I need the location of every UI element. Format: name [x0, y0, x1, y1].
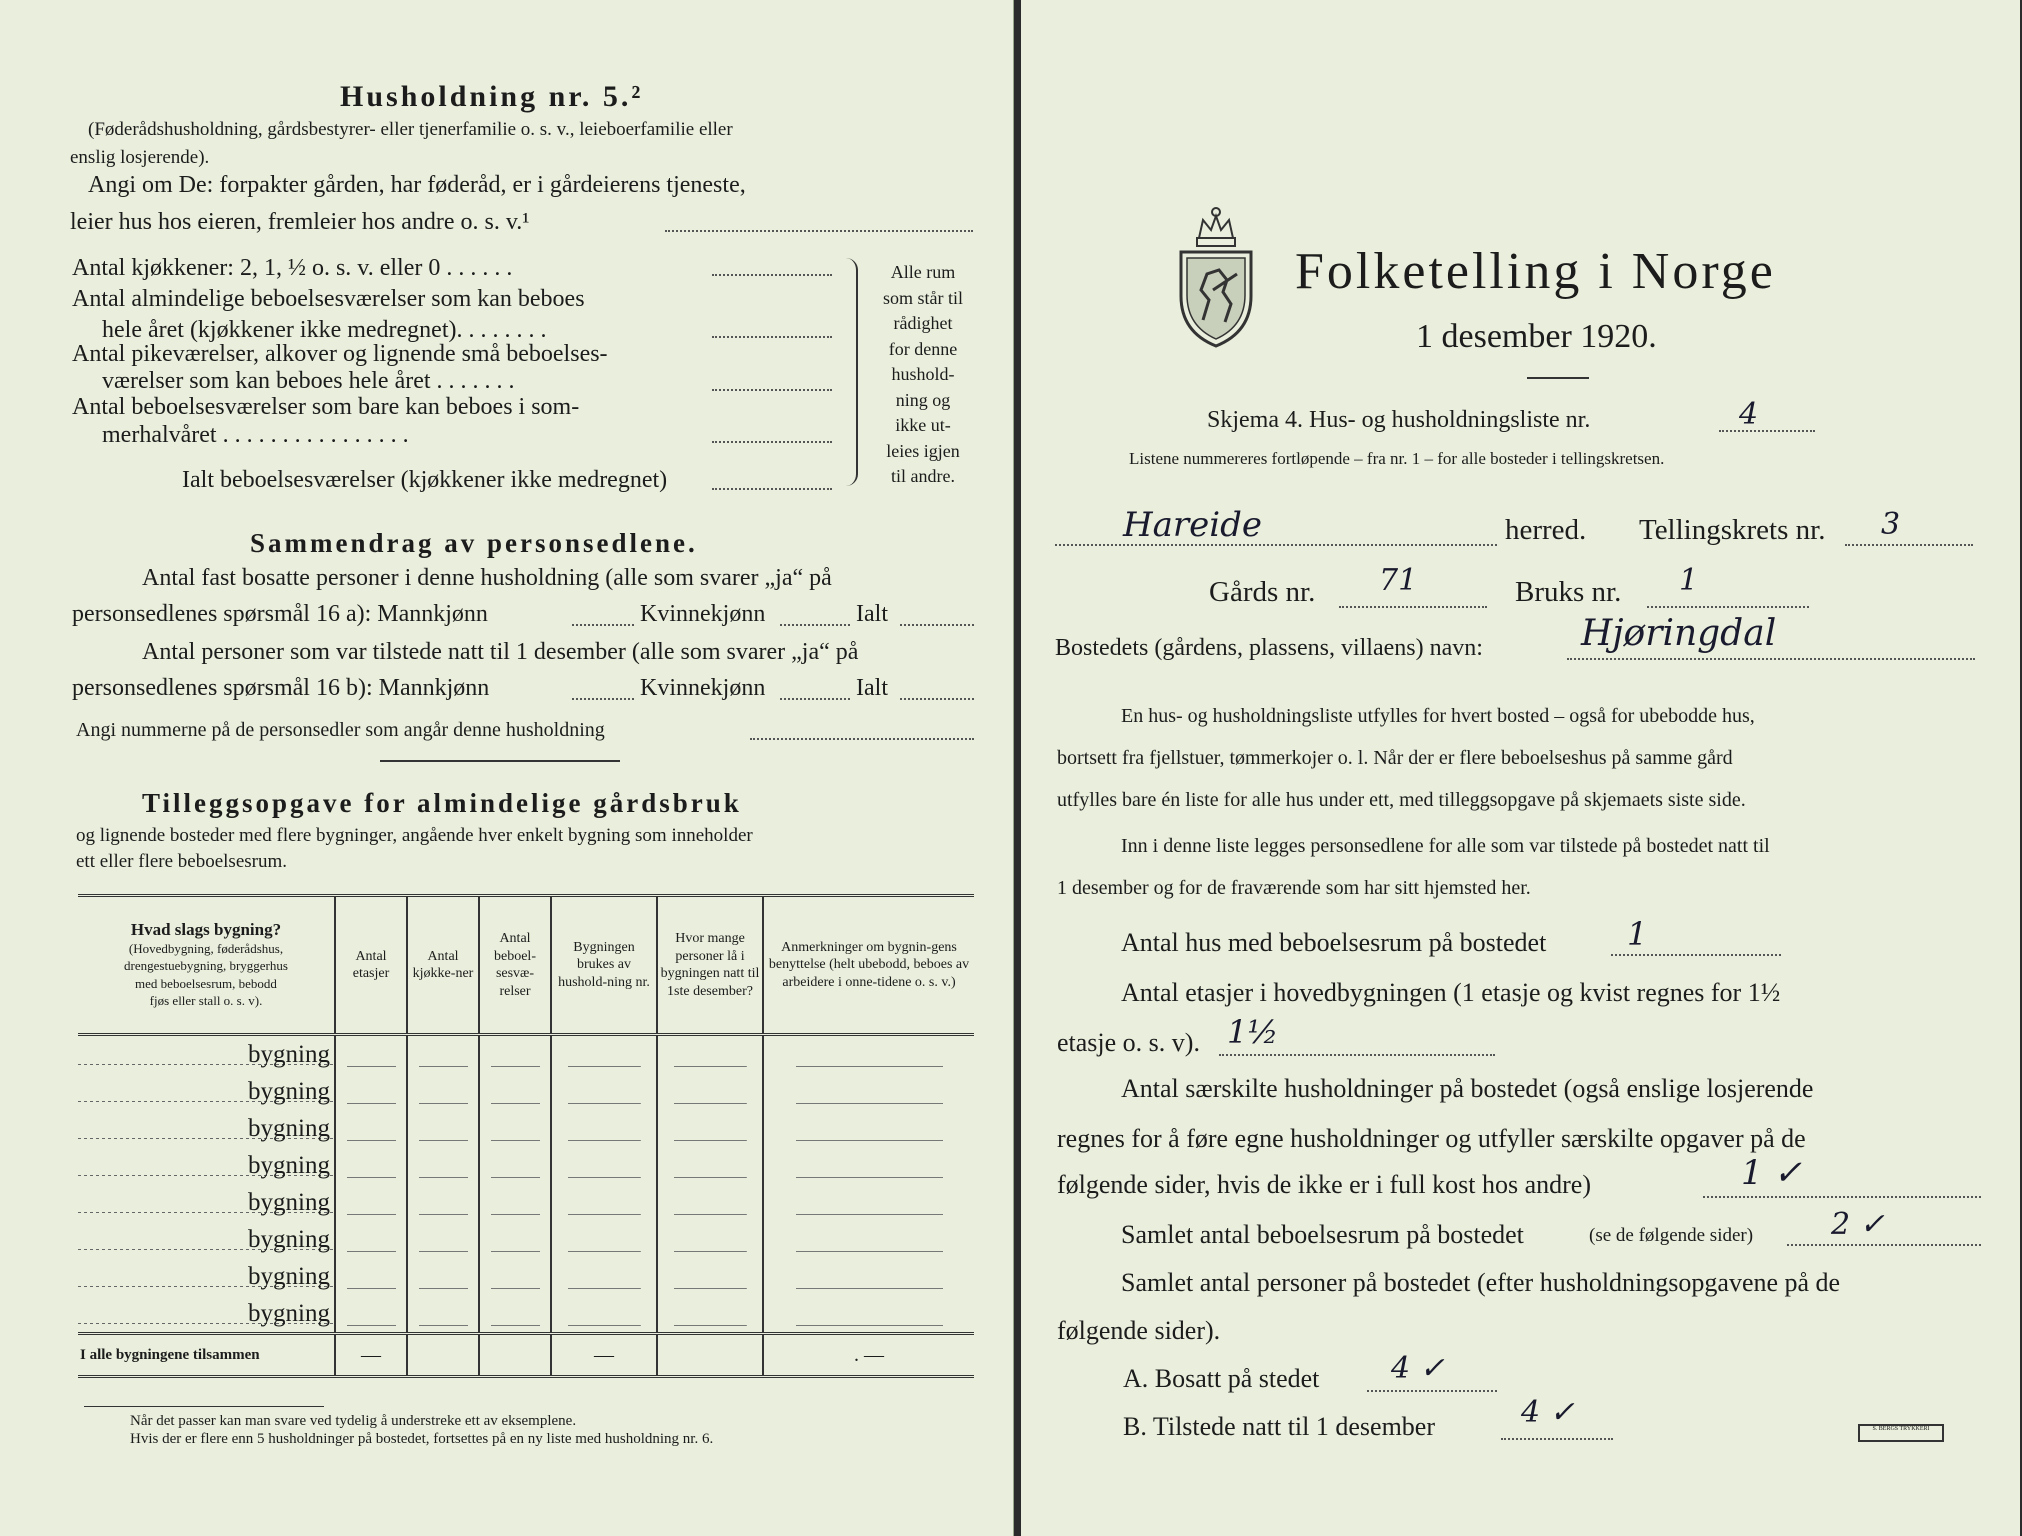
angi-fill-line — [665, 230, 973, 232]
table-cell — [657, 1073, 763, 1110]
table-cell — [479, 1073, 551, 1110]
table-row — [78, 1295, 974, 1334]
bruks-fill — [1647, 606, 1809, 608]
herred-fill — [1055, 544, 1497, 546]
hush-line-3: følgende sider, hvis de ikke er i full kost hos andre) — [1057, 1170, 1591, 1199]
info-line-4: Inn i denne liste legges personsedlene for alle som var tilstede på bostedet natt til — [1121, 835, 1770, 857]
table-cell — [551, 1035, 657, 1074]
col-header-husholdning: Bygningen brukes av hushold-ning nr. — [551, 896, 657, 1035]
table-row — [78, 1147, 974, 1184]
table-row — [78, 1258, 974, 1295]
skjema-fill — [1719, 430, 1815, 432]
gards-label: Gårds nr. — [1209, 576, 1316, 608]
table-row — [78, 1073, 974, 1110]
census-date: 1 desember 1920. — [1416, 318, 1657, 355]
tilstede-fill — [1501, 1438, 1613, 1440]
hush-line-2: regnes for å føre egne husholdninger og utfyller særskilte opgaver på de — [1057, 1124, 1806, 1153]
building-label: bygning — [78, 1073, 335, 1110]
rooms-line-4: Antal pikeværelser, alkover og lignende små beboelses- — [72, 341, 608, 367]
tellingskrets-value: 3 — [1881, 507, 1901, 542]
bosatt-value: 4 ✓ — [1391, 1351, 1445, 1386]
ialt-rooms: Ialt beboelsesværelser (kjøkkener ikke medregnet) — [182, 467, 668, 493]
brace-icon — [846, 258, 858, 486]
hush-value: 1 ✓ — [1741, 1153, 1802, 1193]
total-cell: . — — [763, 1334, 974, 1377]
samlet-rum-label: Samlet antal beboelsesrum på bostedet — [1121, 1220, 1524, 1249]
table-cell — [479, 1258, 551, 1295]
building-label: bygning — [78, 1295, 335, 1334]
table-cell — [763, 1184, 974, 1221]
table-cell — [335, 1295, 407, 1334]
table-cell — [335, 1073, 407, 1110]
fill-nummerne — [750, 738, 974, 740]
bosted-label: Bostedets (gårdens, plassens, villaens) navn: — [1055, 635, 1483, 661]
col-header-personer: Hvor mange personer lå i bygningen natt til 1ste desember? — [657, 896, 763, 1035]
table-cell — [335, 1258, 407, 1295]
brace-note-line: leies igjen — [886, 440, 960, 461]
table-cell — [763, 1110, 974, 1147]
herred-label: herred. — [1505, 514, 1587, 546]
tellingskrets-label: Tellingskrets nr. — [1639, 514, 1826, 546]
bosted-value: Hjøringdal — [1581, 613, 1777, 654]
fill-m1 — [572, 624, 634, 626]
col-header-etasjer: Antal etasjer — [335, 896, 407, 1035]
table-row — [78, 1110, 974, 1147]
rooms-fill-1 — [712, 274, 832, 276]
herred-value: Hareide — [1123, 505, 1263, 545]
gards-fill — [1339, 606, 1487, 608]
ialt-fill — [712, 488, 832, 490]
building-label: bygning — [78, 1258, 335, 1295]
table-header-row — [78, 896, 974, 1035]
table-cell — [407, 1110, 479, 1147]
table-cell — [551, 1258, 657, 1295]
right-page — [1021, 0, 2020, 1536]
summary-line-4: personsedlenes spørsmål 16 b): Mannkjønn — [72, 675, 490, 701]
table-cell — [551, 1295, 657, 1334]
table-cell — [551, 1147, 657, 1184]
table-cell — [551, 1110, 657, 1147]
bosted-fill — [1567, 658, 1975, 660]
etasjer-value: 1½ — [1227, 1013, 1279, 1051]
tillegg-sub-2: ett eller flere beboelsesrum. — [76, 851, 288, 872]
col-header-kjokkener: Antal kjøkke-ner — [407, 896, 479, 1035]
table-cell — [657, 1110, 763, 1147]
table-cell — [551, 1184, 657, 1221]
table-cell — [551, 1073, 657, 1110]
info-line-2: bortsett fra fjellstuer, tømmerkojer o. l. Når der er flere beboelseshus på samme gård — [1057, 747, 1733, 769]
brace-note-line: rådighet — [893, 313, 953, 333]
table-cell — [657, 1184, 763, 1221]
footnote-2: Hvis der er flere enn 5 husholdninger på bostedet, fortsettes på en ny liste med husholdning nr. 6. — [130, 1431, 714, 1447]
footnote-rule — [84, 1406, 324, 1407]
tillegg-sub-1: og lignende bosteder med flere bygninger, angående hver enkelt bygning som inneholder — [76, 825, 753, 846]
table-cell — [479, 1221, 551, 1258]
bruks-label: Bruks nr. — [1515, 576, 1622, 608]
total-label: I alle bygningene tilsammen — [78, 1334, 335, 1377]
table-cell — [657, 1147, 763, 1184]
ialt-label-1: Ialt — [856, 601, 888, 627]
rooms-fill-2 — [712, 336, 832, 338]
etasjer-fill — [1219, 1054, 1495, 1056]
tilstede-value: 4 ✓ — [1521, 1395, 1575, 1430]
fill-i1 — [900, 624, 974, 626]
title-rule — [1527, 377, 1589, 379]
table-cell — [763, 1221, 974, 1258]
kvinne-label-1: Kvinnekjønn — [640, 601, 766, 627]
samlet-rum-small: (se de følgende sider) — [1589, 1225, 1754, 1246]
table-cell — [657, 1258, 763, 1295]
bruks-value: 1 — [1679, 563, 1699, 598]
hus-value: 1 — [1627, 915, 1648, 953]
col-header-type: Hvad slags bygning? (Hovedbygning, føderådshus, drengestuebygning, bryggerhus med beboelsesrum, bebodd fjøs eller stall o. s. v). — [78, 896, 335, 1035]
brace-note-line: Alle rum — [890, 262, 956, 282]
col-header-beboelsesvaerelser: Antal beboel-sesvæ-relser — [479, 896, 551, 1035]
table-cell — [407, 1184, 479, 1221]
table-cell — [657, 1295, 763, 1334]
coat-of-arms-icon — [1173, 200, 1259, 350]
rooms-fill-3 — [712, 389, 832, 391]
summary-title: Sammendrag av personsedlene. — [250, 528, 698, 558]
household-title: Husholdning nr. 5.² — [340, 80, 644, 113]
total-cell — [479, 1334, 551, 1377]
rooms-line-7: merhalvåret . . . . . . . . . . . . . . . . — [102, 422, 409, 448]
table-cell — [335, 1221, 407, 1258]
table-row — [78, 1035, 974, 1074]
skjema-value: 4 — [1739, 397, 1759, 432]
hus-label: Antal hus med beboelsesrum på bostedet — [1121, 928, 1547, 957]
table-cell — [551, 1221, 657, 1258]
printer-stamp: S. BERGS TRYKKERI — [1858, 1424, 1944, 1442]
table-cell — [763, 1035, 974, 1074]
gards-value: 71 — [1379, 563, 1418, 598]
table-cell — [763, 1073, 974, 1110]
building-table — [78, 894, 974, 1378]
tillegg-title: Tilleggsopgave for almindelige gårdsbruk — [142, 788, 742, 818]
table-cell — [335, 1184, 407, 1221]
table-cell — [407, 1073, 479, 1110]
household-subtitle-2: enslig losjerende). — [70, 147, 210, 168]
building-label: bygning — [78, 1221, 335, 1258]
brace-note-line: for denne — [888, 338, 958, 359]
table-row — [78, 1221, 974, 1258]
table-cell — [335, 1147, 407, 1184]
tilstede-label: B. Tilstede natt til 1 desember — [1123, 1412, 1435, 1441]
table-cell — [763, 1258, 974, 1295]
table-cell — [763, 1147, 974, 1184]
brace-note-line: hushold- — [891, 364, 955, 384]
table-cell — [407, 1035, 479, 1074]
info-line-3: utfylles bare én liste for alle hus under ett, med tilleggsopgave på skjemaets siste side. — [1057, 789, 1746, 811]
col-header-anmerkninger: Anmerkninger om bygnin-gens benyttelse (helt ubebodd, beboes av arbeidere i onne-tidene o. s. v.) — [763, 896, 974, 1035]
table-cell — [763, 1295, 974, 1334]
summary-line-1: Antal fast bosatte personer i denne husholdning (alle som svarer „ja“ på — [142, 565, 832, 591]
rooms-line-2: Antal almindelige beboelsesværelser som kan beboes — [72, 286, 585, 312]
summary-line-3: Antal personer som var tilstede natt til 1 desember (alle som svarer „ja“ på — [142, 639, 859, 665]
summary-line-2: personsedlenes spørsmål 16 a): Mannkjønn — [72, 601, 488, 627]
angi-line-1: Angi om De: forpakter gården, har føderåd, er i gårdeierens tjeneste, — [88, 172, 746, 198]
rooms-line-3: hele året (kjøkkener ikke medregnet). . . . . . . . — [102, 317, 547, 343]
kvinne-label-2: Kvinnekjønn — [640, 675, 766, 701]
household-subtitle: (Føderådshusholdning, gårdsbestyrer- eller tjenerfamilie o. s. v., leieboerfamilie eller — [88, 119, 733, 140]
total-cell — [657, 1334, 763, 1377]
footnote-1: Når det passer kan man svare ved tydelig å understreke ett av eksemplene. — [130, 1413, 577, 1429]
table-cell — [479, 1295, 551, 1334]
building-label: bygning — [78, 1184, 335, 1221]
table-cell — [407, 1221, 479, 1258]
fill-i2 — [900, 698, 974, 700]
building-label: bygning — [78, 1110, 335, 1147]
fill-k1 — [780, 624, 850, 626]
table-cell — [479, 1035, 551, 1074]
rooms-line-5: værelser som kan beboes hele året . . . . . . . — [102, 368, 515, 394]
brace-note-line: ning og — [895, 389, 951, 410]
rooms-line-1: Antal kjøkkener: 2, 1, ½ o. s. v. eller 0 . . . . . . — [72, 255, 513, 281]
building-label: bygning — [78, 1035, 335, 1074]
listene-note: Listene nummereres fortløpende – fra nr. 1 – for alle bosteder i tellingskretsen. — [1129, 449, 1665, 468]
total-cell: — — [551, 1334, 657, 1377]
angi-nummerne: Angi nummerne på de personsedler som angår denne husholdning — [76, 719, 605, 741]
table-cell — [407, 1147, 479, 1184]
samlet-rum-value: 2 ✓ — [1831, 1207, 1885, 1242]
info-line-5: 1 desember og for de fraværende som har sitt hjemsted her. — [1057, 877, 1531, 899]
samlet-rum-fill — [1787, 1244, 1981, 1246]
hush-line-1: Antal særskilte husholdninger på bostedet (også enslige losjerende — [1121, 1074, 1814, 1103]
etasjer-line-2: etasje o. s. v). — [1057, 1028, 1200, 1057]
tellingskrets-fill — [1845, 544, 1973, 546]
samlet-pers-line-1: Samlet antal personer på bostedet (efter husholdningsopgavene på de — [1121, 1268, 1841, 1297]
main-title: Folketelling i Norge — [1295, 243, 1776, 300]
skjema-label: Skjema 4. Hus- og husholdningsliste nr. — [1207, 407, 1591, 433]
hus-fill — [1611, 954, 1781, 956]
bosatt-label: A. Bosatt på stedet — [1123, 1364, 1320, 1393]
etasjer-line-1: Antal etasjer i hovedbygningen (1 etasje og kvist regnes for 1½ — [1121, 978, 1781, 1007]
table-cell — [407, 1258, 479, 1295]
table-cell — [479, 1184, 551, 1221]
divider — [380, 760, 620, 762]
total-cell: — — [335, 1334, 407, 1377]
table-cell — [479, 1110, 551, 1147]
brace-note-line: til andre. — [891, 466, 955, 486]
table-cell — [479, 1147, 551, 1184]
rooms-fill-4 — [712, 441, 832, 443]
ialt-label-2: Ialt — [856, 675, 888, 701]
table-cell — [335, 1110, 407, 1147]
table-cell — [657, 1035, 763, 1074]
total-row — [78, 1334, 974, 1377]
brace-note-line: ikke ut- — [895, 415, 951, 435]
brace-note — [868, 260, 978, 490]
hush-fill — [1703, 1196, 1981, 1198]
rooms-line-6: Antal beboelsesværelser som bare kan beboes i som- — [72, 394, 580, 420]
samlet-pers-line-2: følgende sider). — [1057, 1316, 1221, 1345]
angi-line-2: leier hus hos eieren, fremleier hos andre o. s. v.¹ — [70, 209, 530, 235]
brace-note-line: som står til — [883, 287, 963, 308]
fill-k2 — [780, 698, 850, 700]
table-cell — [657, 1221, 763, 1258]
info-line-1: En hus- og husholdningsliste utfylles for hvert bosted – også for ubebodde hus, — [1121, 705, 1755, 727]
table-cell — [335, 1035, 407, 1074]
building-label: bygning — [78, 1147, 335, 1184]
bosatt-fill — [1367, 1390, 1497, 1392]
fill-m2 — [572, 698, 634, 700]
table-row — [78, 1184, 974, 1221]
table-cell — [407, 1295, 479, 1334]
total-cell — [407, 1334, 479, 1377]
